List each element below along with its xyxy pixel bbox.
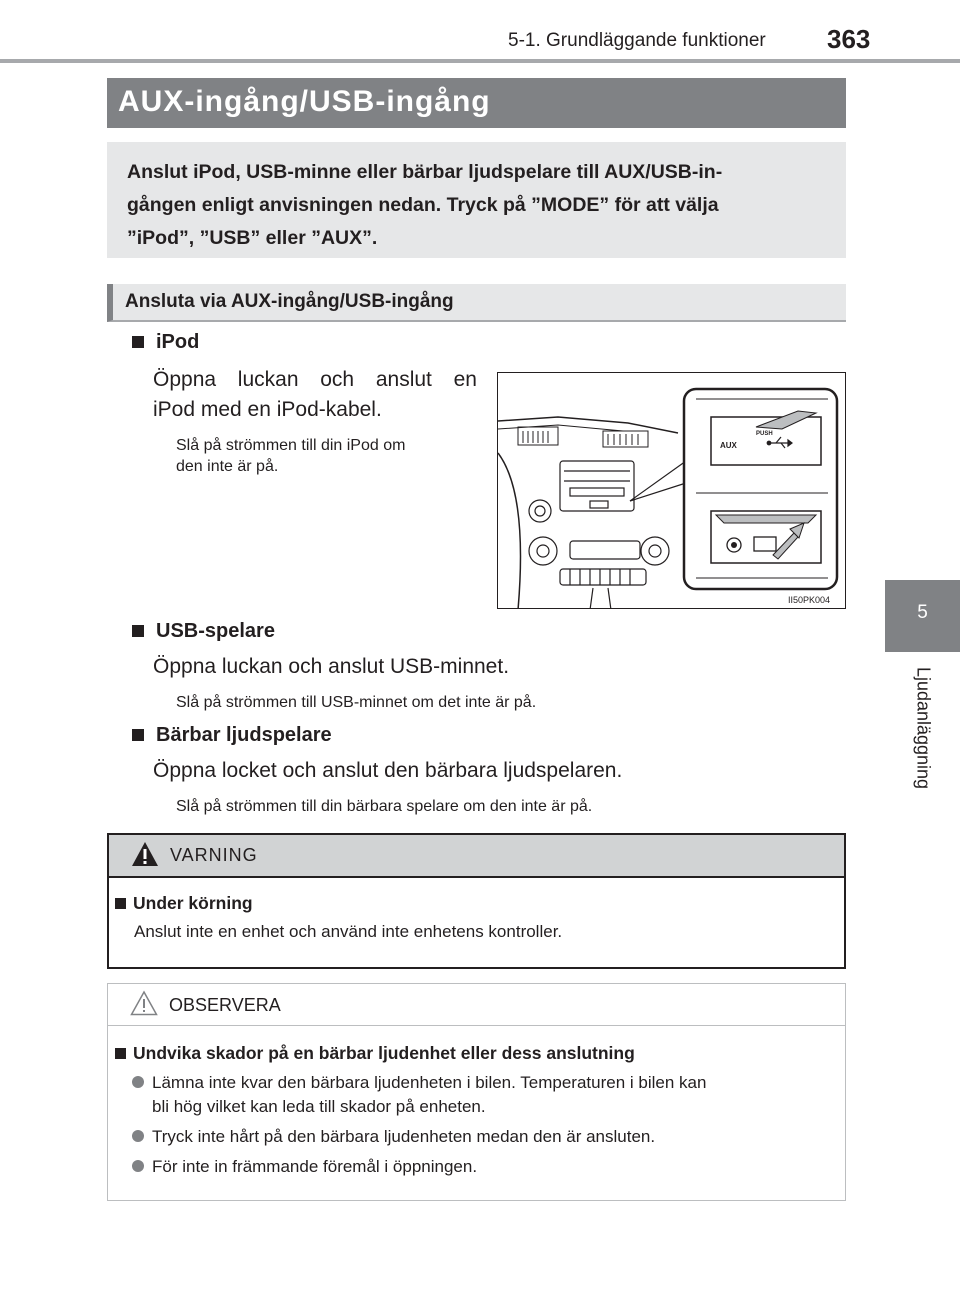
ipod-text-line-1: Öppna luckan och anslut en [153, 368, 477, 391]
portable-text: Öppna locket och anslut den bärbara ljudspelaren. [153, 759, 623, 782]
warning-title [115, 893, 253, 914]
page-number: 363 [827, 24, 871, 54]
round-bullet-icon [132, 1076, 144, 1088]
square-bullet-icon [132, 336, 144, 348]
warning-header [109, 835, 844, 878]
header-divider [0, 59, 960, 63]
square-bullet-icon [115, 1048, 126, 1059]
figure-push-label: PUSH [756, 431, 773, 437]
notice-bullet-1 [132, 1071, 706, 1095]
section-heading-ipod [132, 331, 199, 354]
ipod-text-line-2: iPod med en iPod-kabel. [153, 398, 382, 421]
section-heading-text: iPod [156, 331, 200, 353]
square-bullet-icon [132, 625, 144, 637]
usb-text: Öppna luckan och anslut USB-minnet. [153, 655, 510, 678]
section-heading-usb [132, 620, 275, 643]
usb-note: Slå på strömmen till USB-minnet om det inte är på. [176, 694, 537, 711]
notice-bullet-1-line-2: bli hög vilket kan leda till skador på enheten. [152, 1097, 486, 1116]
warning-title-text: Under körning [133, 893, 253, 913]
ipod-note-line-2: den inte är på. [176, 458, 279, 475]
chapter-number: 5 [917, 602, 928, 623]
square-bullet-icon [115, 898, 126, 909]
intro-box [107, 142, 846, 258]
chapter-tab [885, 580, 960, 652]
intro-line-2: gången enligt anvisningen nedan. Tryck på ”MODE” för att välja [127, 194, 719, 216]
subheading: Ansluta via AUX-ingång/USB-ingång [107, 284, 846, 322]
notice-bullet-3-text: För inte in främmande föremål i öppningen. [152, 1157, 478, 1176]
notice-title [115, 1043, 635, 1064]
section-heading-portable [132, 724, 332, 747]
notice-header [108, 984, 845, 1026]
figure-code: II50PK004 [788, 595, 831, 605]
notice-title-text: Undvika skador på en bärbar ljudenhet eller dess anslutning [133, 1043, 635, 1063]
running-header-section: 5-1. Grundläggande funktioner [508, 30, 766, 51]
round-bullet-icon [132, 1130, 144, 1142]
portable-note: Slå på strömmen till din bärbara spelare om den inte är på. [176, 798, 593, 815]
notice-bullet-2-text: Tryck inte hårt på den bärbara ljudenheten medan den är ansluten. [152, 1127, 656, 1146]
page-title: AUX-ingång/USB-ingång [107, 78, 846, 128]
chapter-label [885, 652, 960, 832]
ipod-note-line-1: Slå på strömmen till din iPod om [176, 437, 406, 454]
notice-label: OBSERVERA [169, 995, 281, 1015]
figure-aux-label: AUX [720, 441, 737, 450]
section-heading-text: USB-spelare [156, 620, 275, 642]
square-bullet-icon [132, 729, 144, 741]
warning-text: Anslut inte en enhet och använd inte enhetens kontroller. [134, 922, 563, 941]
warning-label: VARNING [170, 845, 258, 865]
intro-line-3: ”iPod”, ”USB” eller ”AUX”. [127, 227, 378, 249]
console-illustration [498, 373, 846, 609]
intro-line-1: Anslut iPod, USB-minne eller bärbar ljudspelare till AUX/USB-in- [127, 161, 723, 183]
caution-triangle-icon [130, 990, 158, 1016]
notice-bullet-3 [132, 1155, 477, 1179]
notice-bullet-1-line-1: Lämna inte kvar den bärbara ljudenheten i bilen. Temperaturen i bilen kan [152, 1073, 707, 1092]
warning-triangle-icon [131, 841, 159, 867]
notice-bullet-2 [132, 1125, 655, 1149]
round-bullet-icon [132, 1160, 144, 1172]
aux-usb-illustration [497, 372, 846, 609]
section-heading-text: Bärbar ljudspelare [156, 724, 332, 746]
chapter-label-text: Ljudanläggning [913, 666, 933, 790]
